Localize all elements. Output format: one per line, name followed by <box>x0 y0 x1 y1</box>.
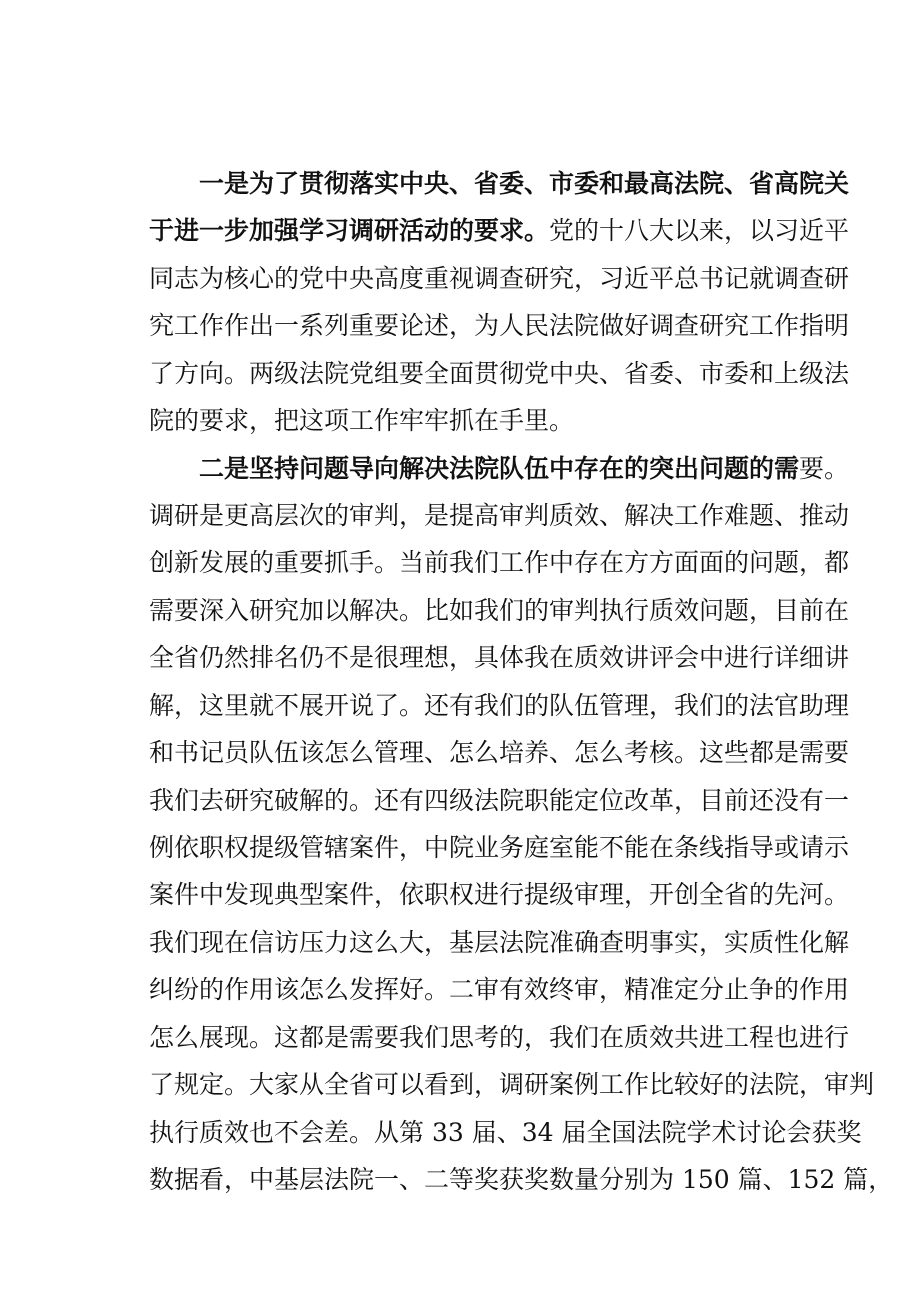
paragraph-2-line-16: 数据看，中基层法院一、二等奖获奖数量分别为 150 篇、152 篇， <box>149 1165 894 1194</box>
paragraph-2-line-3: 创新发展的重要抓手。当前我们工作中存在方方面面的问题，都 <box>149 548 850 577</box>
paragraph-1-line-6: 院的要求，把这项工作牢牢抓在手里。 <box>149 406 575 435</box>
paragraph-2-line-2: 调研是更高层次的审判，是提高审判质效、解决工作难题、推动 <box>149 501 850 530</box>
paragraph-1-line-5: 了方向。两级法院党组要全面贯彻党中央、省委、市委和上级法 <box>149 359 850 388</box>
paragraph-1-bold-lead: 于进一步加强学习调研活动的要求。 <box>149 216 550 245</box>
paragraph-2-line-6: 解，这里就不展开说了。还有我们的队伍管理，我们的法官助理 <box>149 691 850 720</box>
paragraph-2-line-8: 我们去研究破解的。还有四级法院职能定位改革，目前还没有一 <box>149 786 850 815</box>
paragraph-2-line-4: 需要深入研究加以解决。比如我们的审判执行质效问题，目前在 <box>149 596 850 625</box>
paragraph-2-line-12: 纠纷的作用该怎么发挥好。二审有效终审，精准定分止争的作用 <box>149 975 850 1004</box>
paragraph-2-line-11: 我们现在信访压力这么大，基层法院准确查明事实，实质性化解 <box>149 928 850 957</box>
paragraph-2-line-14: 了规定。大家从全省可以看到，调研案例工作比较好的法院，审判 <box>149 1070 875 1099</box>
paragraph-2-bold-lead: 二是坚持问题导向解决法院队伍中存在的突出问题的需 <box>199 454 800 483</box>
paragraph-1-line-4: 究工作作出一系列重要论述，为人民法院做好调查研究工作指明 <box>149 311 850 340</box>
paragraph-2-line-9: 例依职权提级管辖案件，中院业务庭室能不能在条线指导或请示 <box>149 833 850 862</box>
paragraph-2-line-15: 执行质效也不会差。从第 33 届、34 届全国法院学术讨论会获奖 <box>149 1118 862 1147</box>
paragraph-1-line-2-text: 党的十八大以来，以习近平 <box>549 216 850 245</box>
paragraph-1-line-2 <box>149 211 850 251</box>
paragraph-2-line-10: 案件中发现典型案件，依职权进行提级审理，开创全省的先河。 <box>149 880 850 909</box>
paragraph-2-line-5: 全省仍然排名仍不是很理想，具体我在质效讲评会中进行详细讲 <box>149 643 850 672</box>
paragraph-2-line-13: 怎么展现。这都是需要我们思考的，我们在质效共进工程也进行 <box>149 1023 850 1052</box>
paragraph-2-line-1 <box>199 449 850 489</box>
paragraph-1-line-1: 一是为了贯彻落实中央、省委、市委和最高法院、省高院关 <box>199 169 850 198</box>
paragraph-2-line-7: 和书记员队伍该怎么管理、怎么培养、怎么考核。这些都是需要 <box>149 738 850 767</box>
paragraph-1-line-3: 同志为核心的党中央高度重视调查研究，习近平总书记就调查研 <box>149 264 850 293</box>
paragraph-2-line-1-tail: 要。 <box>799 454 850 483</box>
